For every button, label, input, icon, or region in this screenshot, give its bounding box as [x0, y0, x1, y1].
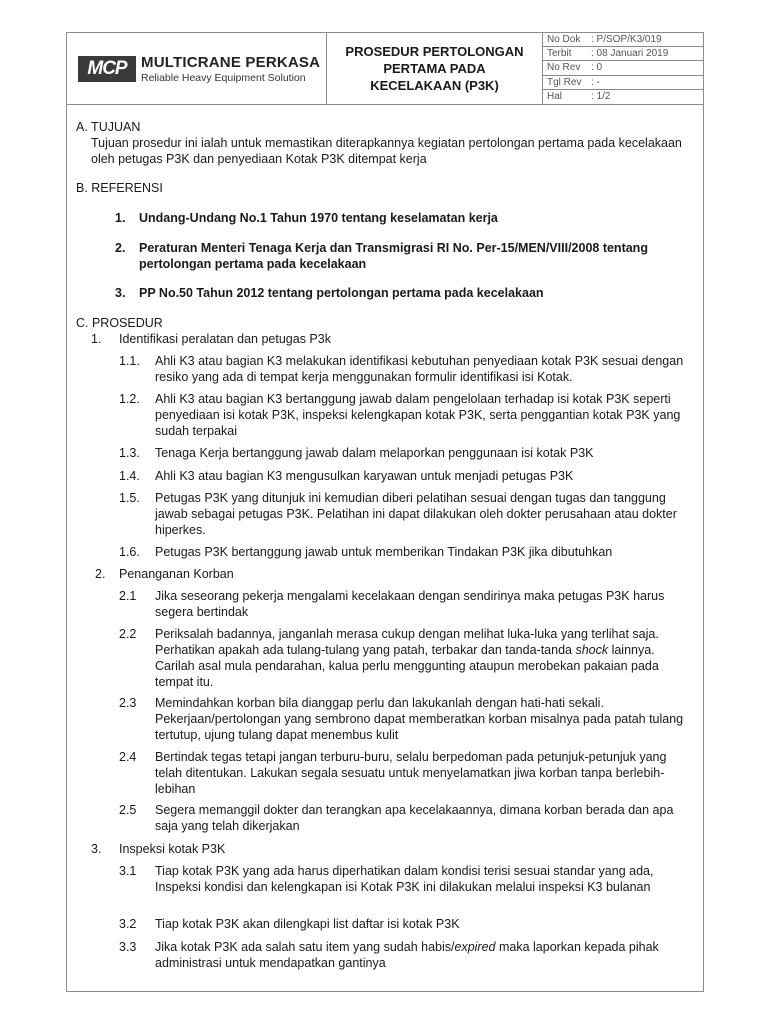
list-item: Petugas P3K yang ditunjuk ini kemudian diberi pelatihan sesuai dengan tugas dan tanggung jawab sebagai petugas P3K. Pelatihan ini dapat dilakukan oleh dokter perusahaan atau dokter hiperkes.: [155, 491, 677, 537]
list-item: Segera memanggil dokter dan terangkan apa kecelakaannya, dimana korban berada dan apa saja yang telah dikerjakan: [155, 803, 674, 833]
company-tagline: Reliable Heavy Equipment Solution: [141, 72, 306, 84]
list-item: [155, 626, 695, 690]
list-item: Tenaga Kerja bertanggung jawab dalam melaporkan penggunaan isi kotak P3K: [155, 446, 594, 460]
logo-cell: [67, 33, 327, 104]
meta-value: : 0: [591, 62, 603, 74]
title-line: PERTAMA PADA: [383, 61, 486, 76]
meta-value: : P/SOP/K3/019: [591, 34, 662, 45]
list-number: 1.5.: [119, 491, 140, 505]
title-line: PROSEDUR PERTOLONGAN: [345, 44, 524, 59]
list-number: 3.2: [119, 917, 137, 931]
list-number: 2.: [115, 241, 126, 255]
list-number: 2.1: [119, 589, 137, 603]
subsection-title: Inspeksi kotak P3K: [119, 842, 226, 856]
meta-label: Tgl Rev: [547, 76, 582, 88]
document-meta: [543, 33, 703, 104]
meta-label: Hal: [547, 90, 563, 102]
list-number: 1.: [91, 332, 102, 346]
list-item: Bertindak tegas tetapi jangan terburu-buru, selalu berpedoman pada petunjuk-petunjuk yang telah ditentukan. Lakukan segala sesuatu untuk menyelamatkan jiwa korban tanpa berlebih-lebihan: [155, 750, 667, 796]
item-emphasis: expired: [454, 940, 496, 954]
item-text: Jika kotak P3K ada salah satu item yang sudah habis/: [155, 940, 455, 954]
document-header: [67, 33, 703, 105]
list-item: Ahli K3 atau bagian K3 bertanggung jawab dalam pengelolaan terhadap isi kotak P3K seperti penyediaan isi kotak P3K, inspeksi kelengkapan kotak P3K, serta penggantian kotak P3K yang sudah terpakai: [155, 392, 681, 438]
list-item: Peraturan Menteri Tenaga Kerja dan Transmigrasi RI No. Per-15/MEN/VIII/2008 tentang pertolongan pertama pada kecelakaan: [139, 241, 648, 271]
list-number: 1.6.: [119, 545, 140, 559]
list-item: Petugas P3K bertanggung jawab untuk memberikan Tindakan P3K jika dibutuhkan: [155, 545, 613, 559]
meta-label: No Dok: [547, 34, 581, 45]
meta-row: [543, 61, 703, 75]
section-heading: C. PROSEDUR: [76, 316, 163, 330]
title-line: KECELAKAAN (P3K): [370, 78, 499, 93]
meta-label: Terbit: [547, 48, 572, 60]
meta-row: [543, 90, 703, 104]
list-number: 3.1: [119, 864, 137, 878]
meta-row: [543, 33, 703, 47]
meta-value: : 1/2: [591, 90, 611, 102]
company-name: MULTICRANE PERKASA: [141, 54, 321, 71]
subsection-title: Penanganan Korban: [119, 567, 234, 581]
list-item: Ahli K3 atau bagian K3 melakukan identifikasi kebutuhan penyediaan kotak P3K sesuai dengan resiko yang ada di tempat kerja menggunakan formulir identifikasi isi Kotak.: [155, 354, 684, 384]
list-number: 1.3.: [119, 446, 140, 460]
meta-value: : -: [591, 76, 600, 88]
list-number: 3.: [115, 286, 126, 300]
list-number: 1.2.: [119, 392, 140, 406]
section-heading: B. REFERENSI: [76, 181, 163, 195]
list-item: Ahli K3 atau bagian K3 mengusulkan karyawan untuk menjadi petugas P3K: [155, 469, 574, 483]
company-logo: MCP: [78, 56, 136, 82]
list-number: 2.5: [119, 803, 137, 817]
meta-row: [543, 76, 703, 90]
meta-row: [543, 47, 703, 61]
list-number: 2.3: [119, 696, 137, 710]
section-heading: A. TUJUAN: [76, 120, 141, 134]
meta-label: No Rev: [547, 62, 581, 74]
list-number: 2.: [95, 567, 106, 581]
item-text: maka laporkan kepada pihak administrasi untuk mendapatkan gantinya: [155, 940, 659, 970]
document-title: [327, 33, 543, 104]
item-emphasis: shock: [575, 643, 609, 657]
section-paragraph: Tujuan prosedur ini ialah untuk memastikan diterapkannya kegiatan pertolongan pertama pada kecelakaan oleh petugas P3K dan penyediaan Kotak P3K ditempat kerja: [91, 136, 682, 166]
list-number: 1.: [115, 211, 126, 225]
list-item: PP No.50 Tahun 2012 tentang pertolongan pertama pada kecelakaan: [139, 286, 544, 300]
list-number: 3.: [91, 842, 102, 856]
subsection-title: Identifikasi peralatan dan petugas P3k: [119, 332, 331, 346]
list-item: Memindahkan korban bila dianggap perlu dan lakukanlah dengan hati-hati sekali. Pekerjaan/pertolongan yang sembrono dapat memberatkan korban misalnya pada patah tulang tertutup, ujung tulang dapat menembus kulit: [155, 696, 684, 742]
list-number: 3.3: [119, 940, 137, 954]
list-number: 2.2: [119, 627, 137, 641]
list-number: 1.4.: [119, 469, 140, 483]
list-item: Jika seseorang pekerja mengalami kecelakaan dengan sendirinya maka petugas P3K harus segera bertindak: [155, 589, 665, 619]
list-number: 1.1.: [119, 354, 140, 368]
list-number: 2.4: [119, 750, 137, 764]
item-text: lainnya. Carilah asal mula pendarahan, kalua perlu menggunting ataupun merobekan pakaian pada tempat itu.: [155, 643, 659, 689]
item-text: Periksalah badannya, janganlah merasa cukup dengan melihat luka-luka yang terlihat saja. Perhatikan apakah ada tulang-tulang yang patah, terbakar dan tanda-tanda: [155, 627, 659, 657]
list-item: Tiap kotak P3K yang ada harus diperhatikan dalam kondisi terisi sesuai standar yang ada, Inspeksi kondisi dan kelengkapan isi Kotak P3K ini dilakukan melalui inspeksi K3 bulanan: [155, 864, 654, 894]
list-item: Tiap kotak P3K akan dilengkapi list daftar isi kotak P3K: [155, 917, 460, 931]
list-item: [155, 939, 695, 971]
meta-value: : 08 Januari 2019: [591, 48, 669, 60]
list-item: Undang-Undang No.1 Tahun 1970 tentang keselamatan kerja: [139, 211, 498, 225]
document-frame: [66, 32, 704, 992]
